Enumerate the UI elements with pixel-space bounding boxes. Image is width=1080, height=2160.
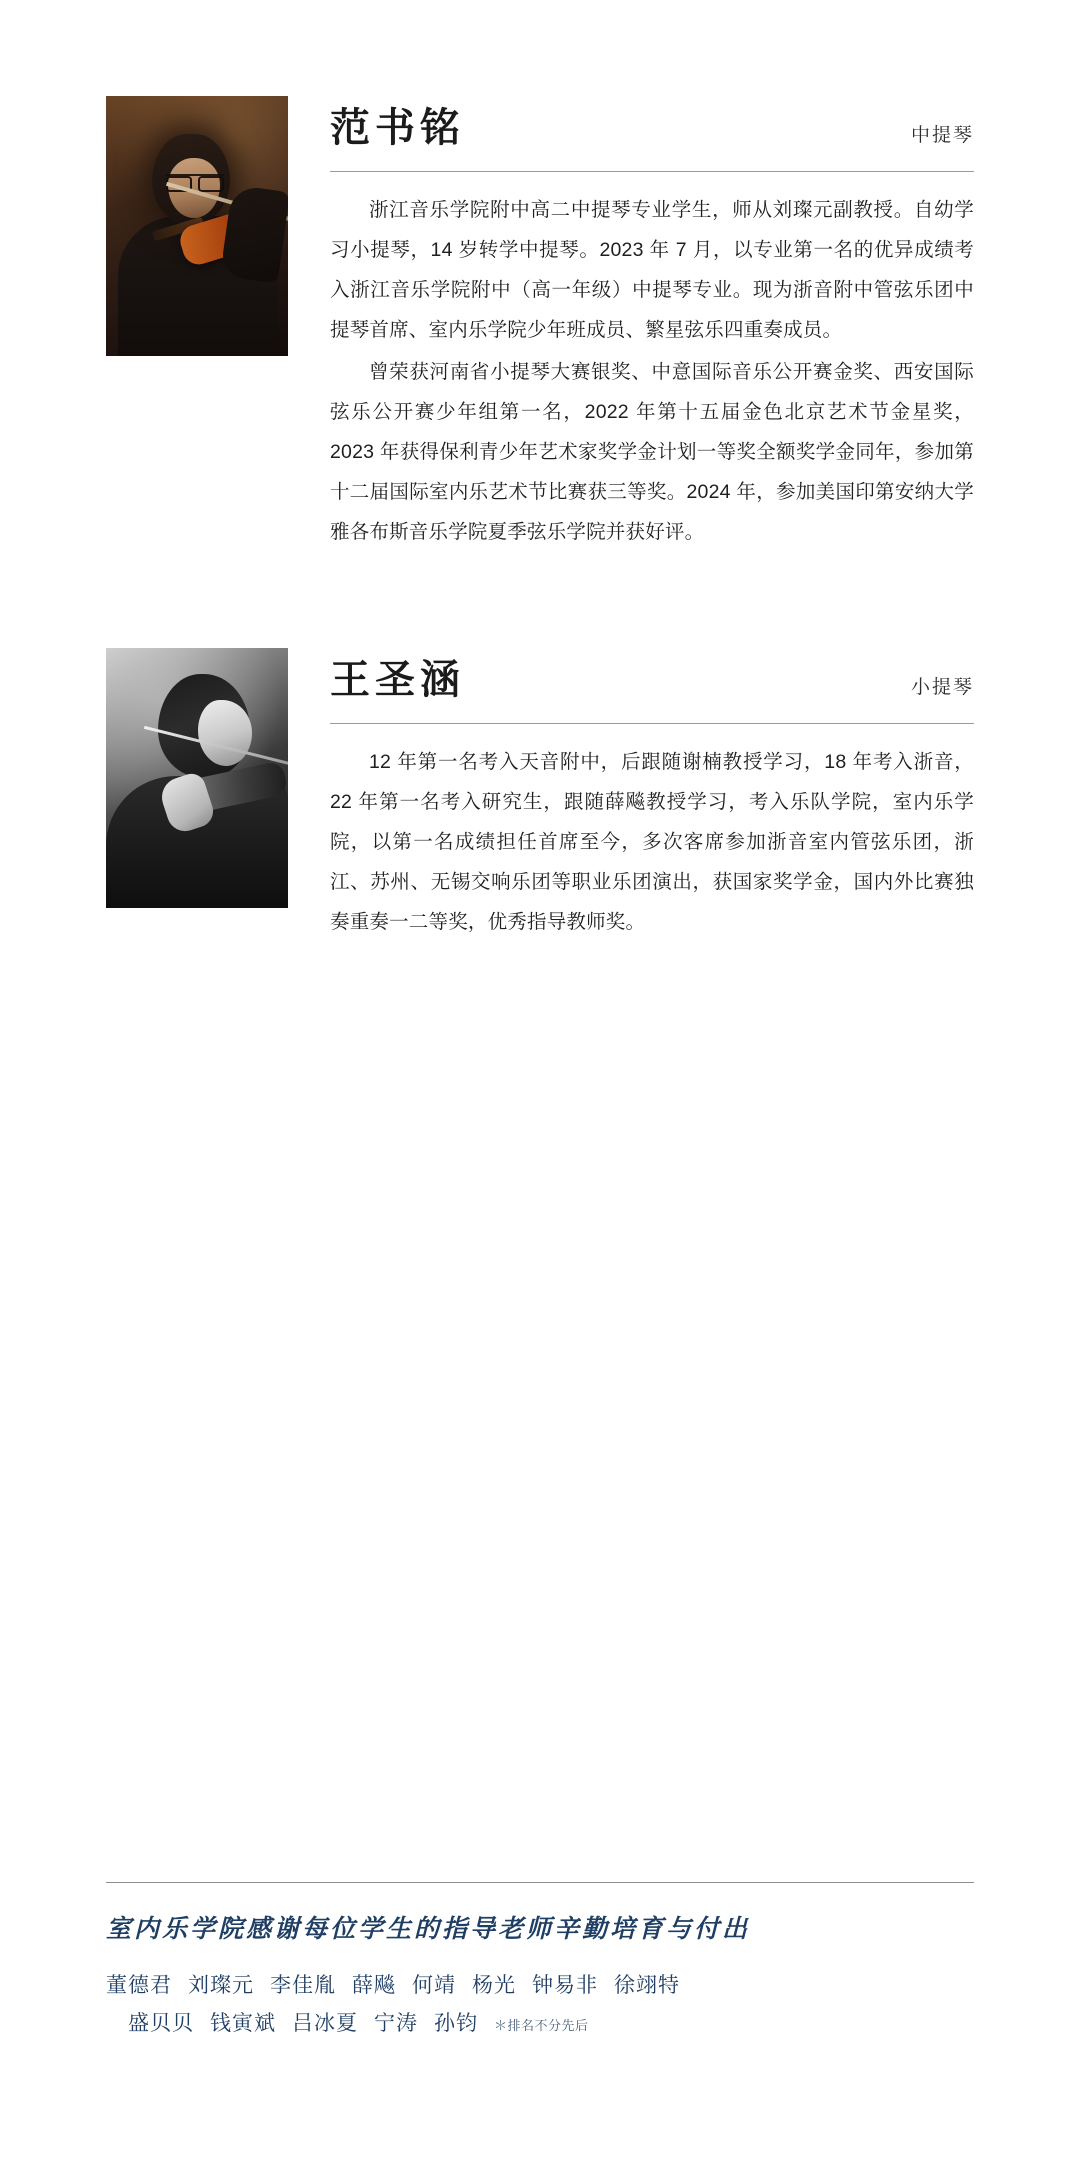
performer-info [288,96,974,554]
footer [106,1882,974,2045]
teacher-name: 宁涛 [374,2012,418,2035]
teacher-list [106,1967,974,2045]
teacher-list-line-2 [106,2005,974,2045]
performer-name: 王圣涵 [330,656,465,703]
performer-profile [106,96,974,554]
teacher-name: 李佳胤 [270,1974,336,1997]
teacher-name: 何靖 [412,1974,456,1997]
performer-instrument: 中提琴 [910,125,974,146]
bio-paragraph: 浙江音乐学院附中高二中提琴专业学生，师从刘璨元副教授。自幼学习小提琴，14 岁转学中提琴。2023 年 7 月，以专业第一名的优异成绩考入浙江音乐学院附中（高一年级）中提琴专业。现为浙音附中管弦乐团中提琴首席、室内乐学院少年班成员、繁星弦乐四重奏成员。 [330,199,974,341]
teacher-name: 孙钧 [434,2012,478,2035]
performer-bio [330,190,974,552]
footer-note: ＊排名不分先后 [494,2018,589,2033]
teacher-name: 钟易非 [532,1974,598,1997]
performer-bio [330,742,974,942]
teacher-name: 钱寅斌 [210,2012,276,2035]
footer-divider [106,1882,974,1883]
bio-paragraph: 曾荣获河南省小提琴大赛银奖、中意国际音乐公开赛金奖、西安国际弦乐公开赛少年组第一名，2022 年第十五届金色北京艺术节金星奖，2023 年获得保利青少年艺术家奖学金计划一等奖全额奖学金同年，参加第十二届国际室内乐艺术节比赛获三等奖。2024 年，参加美国印第安纳大学雅各布斯音乐学院夏季弦乐学院并获好评。 [330,361,974,543]
teacher-name: 盛贝贝 [128,2012,194,2035]
performer-info [288,648,974,944]
teacher-name: 杨光 [472,1974,516,1997]
performer-portrait-2 [106,648,288,908]
footer-title: 室内乐学院感谢每位学生的指导老师辛勤培育与付出 [106,1914,751,1943]
teacher-name: 徐翊特 [614,1974,680,1997]
divider [330,723,974,724]
teacher-name: 薛飚 [352,1974,396,1997]
teacher-name: 吕冰夏 [292,2012,358,2035]
teacher-list-line-1 [106,1967,974,2005]
bio-paragraph: 12 年第一名考入天音附中，后跟随谢楠教授学习，18 年考入浙音，22 年第一名考入研究生，跟随薛飚教授学习，考入乐队学院，室内乐学院，以第一名成绩担任首席至今，多次客席参加浙音室内管弦乐团，浙江、苏州、无锡交响乐团等职业乐团演出，获国家奖学金，国内外比赛独奏重奏一二等奖，优秀指导教师奖。 [330,751,974,933]
teacher-name: 董德君 [106,1974,172,1997]
performer-name-row [330,648,974,713]
performer-profile [106,648,974,944]
teacher-name: 刘璨元 [188,1974,254,1997]
performer-name: 范书铭 [330,104,465,151]
performer-portrait-1 [106,96,288,356]
divider [330,171,974,172]
performer-instrument: 小提琴 [910,677,974,698]
performer-name-row [330,96,974,161]
portrait-face [198,700,252,766]
